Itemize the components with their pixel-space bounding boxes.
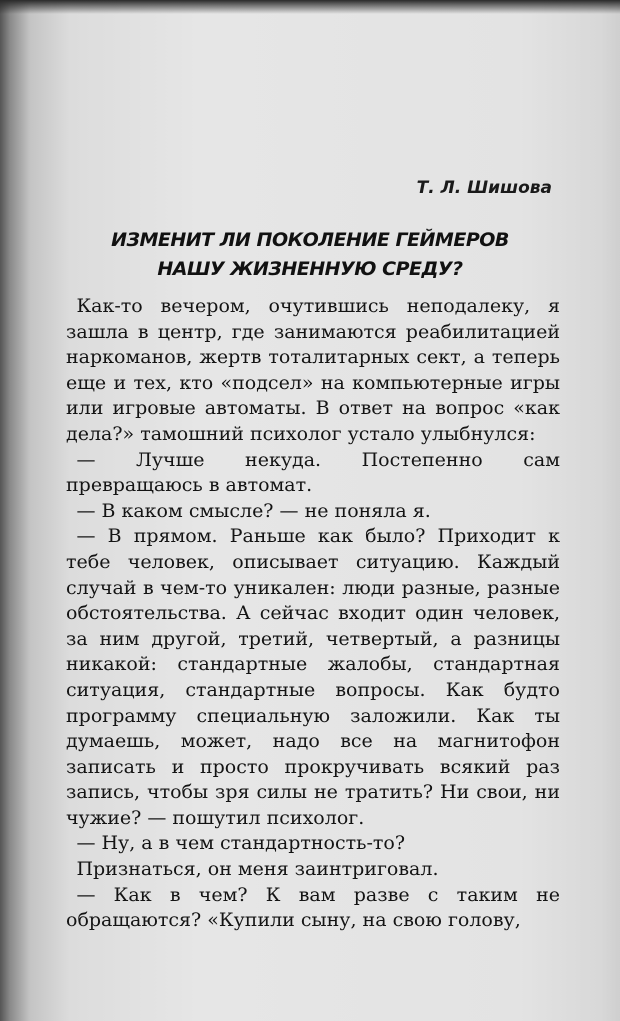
article-title-line-1: ИЗМЕНИТ ЛИ ПОКОЛЕНИЕ ГЕЙМЕРОВ	[111, 229, 509, 251]
article-title	[60, 226, 560, 284]
paragraph: — В каком смысле? — не поняла я.	[76, 499, 431, 522]
paragraph: Признаться, он меня заинтриговал.	[76, 858, 439, 881]
paragraph: — В прямом. Раньше как было? Приходит к тебе человек, описывает ситуацию. Каждый случай в чем-то уникален: люди разные, разные обстоятельства. А сейчас входит один человек, за ним другой, третий, четвертый, а разницы никакой: стандартные жалобы, стандартная ситуация, стандартные вопросы. Как будто программу специальную заложили. Как ты думаешь, может, надо все на магнитофон записать и просто прокручивать всякий раз запись, чтобы зря силы не тратить? Ни свои, ни чужие? — пошутил психолог.	[66, 525, 560, 829]
paragraph: — Лучше некуда. Постепенно сам превращаюсь в автомат.	[66, 448, 560, 497]
paragraph: — Как в чем? К вам разве с таким не обращаются? «Купили сыну, на свою голову,	[66, 883, 560, 932]
article-author: Т. Л. Шишова	[416, 178, 552, 198]
article-title-line-2: НАШУ ЖИЗНЕННУЮ СРЕДУ?	[157, 258, 463, 280]
paragraph: Как-то вечером, очутившись неподалеку, я зашла в центр, где занимаются реабилитацией наркоманов, жертв тоталитарных сект, а теперь еще и тех, кто «подсел» на компьютерные игры или игровые автоматы. В ответ на вопрос «как дела?» тамошний психолог устало улыбнулся:	[66, 295, 560, 445]
page-top-shadow	[0, 0, 620, 14]
paragraph: — Ну, а в чем стандартность-то?	[76, 832, 406, 855]
article-body	[66, 294, 560, 934]
